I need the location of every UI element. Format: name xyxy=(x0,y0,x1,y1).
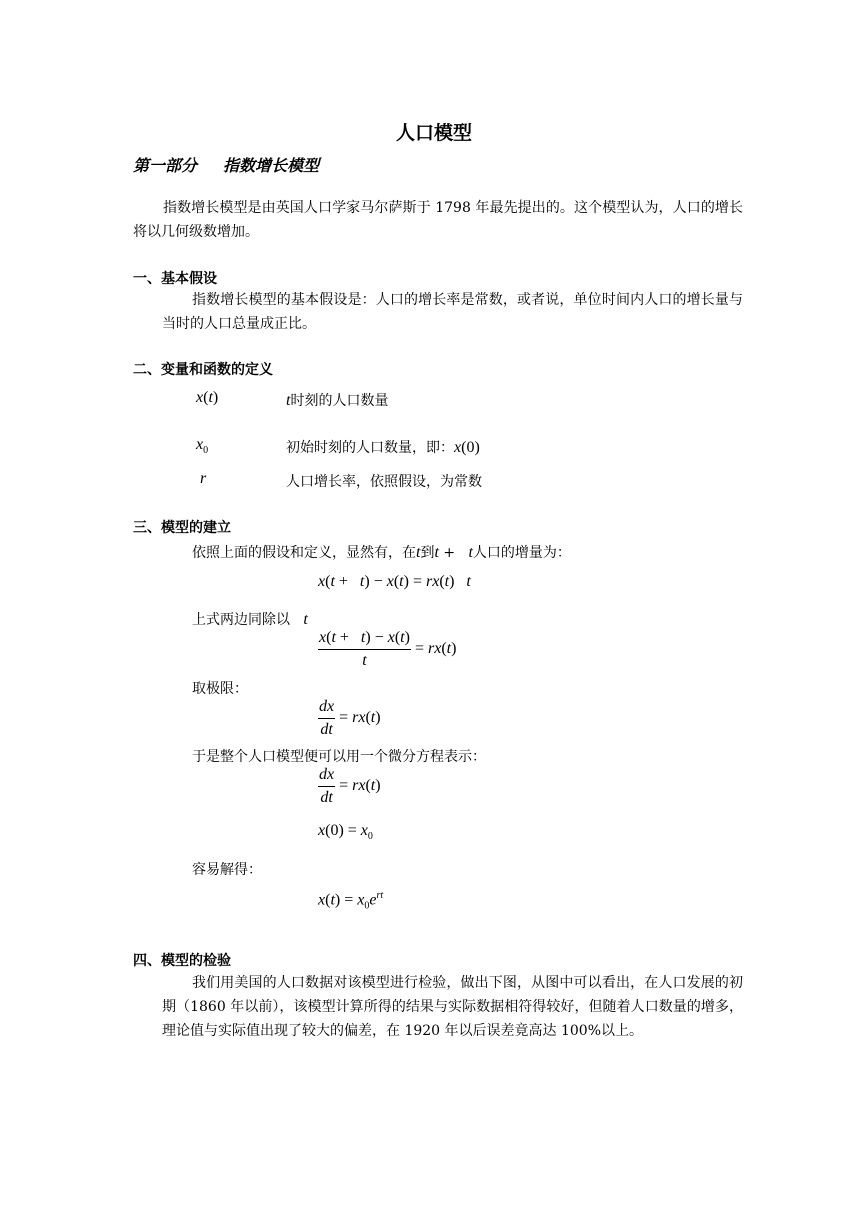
definition-x0-text: 初始时刻的人口数量，即： xyxy=(286,440,454,456)
derivative-fraction: $\frac{dx}{dt}$ xyxy=(319,698,335,738)
section-heading-assumptions: 一、基本假设 xyxy=(133,271,217,287)
definition-x-t-text: 时刻的人口数量 xyxy=(290,393,389,409)
model-text-line2: 上式两边同除以 t xyxy=(192,611,308,628)
symbol-x0: $x_0$ xyxy=(196,436,209,457)
definition-r: 人口增长率，依照假设，为常数 xyxy=(286,474,482,490)
model-text-line1-a: 依照上面的假设和定义，显然有，在 xyxy=(192,545,416,561)
symbol-x-t: x(t) xyxy=(196,389,219,406)
part-number: 第一部分 xyxy=(133,156,198,175)
model-text-line3: 取极限： xyxy=(192,681,248,697)
quotient-fraction: $\frac{x(t + t) - x(t)}{t}$ xyxy=(319,629,410,669)
symbol-r: r xyxy=(200,470,207,487)
equation-initial-condition: $x(0) = x_0$ xyxy=(318,822,373,843)
model-text-line2-text: 上式两边同除以 xyxy=(192,612,290,628)
section-heading-definitions: 二、变量和函数的定义 xyxy=(133,362,273,378)
equation-ode: $\frac{dx}{dt}$ = rx(t) xyxy=(319,766,381,806)
equation-solution: $x(t) = x_0e^{rt}$ xyxy=(318,890,384,912)
intro-paragraph: 指数增长模型是由英国人口学家马尔萨斯于 1798 年最先提出的。这个模型认为，人口的增长将以几何级数增加。 xyxy=(133,200,743,240)
part-name: 指数增长模型 xyxy=(223,156,320,175)
equation-increment: x(t + t) − x(t) = rx(t) t xyxy=(318,573,471,590)
model-text-line1: 依照上面的假设和定义，显然有，在t到t + t人口的增量为： xyxy=(192,544,571,561)
equation-derivative: $\frac{dx}{dt}$ = rx(t) xyxy=(319,698,381,738)
page-title: 人口模型 xyxy=(395,122,472,144)
model-text-line5: 容易解得： xyxy=(192,862,262,878)
model-text-line1-b: 到 xyxy=(420,545,435,561)
validation-paragraph: 我们用美国的人口数据对该模型进行检验，做出下图，从图中可以看出，在人口发展的初期（1860 年以前），该模型计算所得的结果与实际数据相符得较好，但随着人口数量的增多，理论值与实际值出现了较大的偏差，在 1920 年以后误差竟高达 100%以上。 xyxy=(162,975,743,1039)
ode-fraction: $\frac{dx}{dt}$ xyxy=(319,766,335,806)
part-heading xyxy=(133,153,319,176)
section-heading-model: 三、模型的建立 xyxy=(133,520,231,536)
equation-quotient: $\frac{x(t + t) - x(t)}{t}$ = rx(t) xyxy=(319,629,457,669)
assumption-paragraph: 指数增长模型的基本假设是：人口的增长率是常数，或者说，单位时间内人口的增长量与当时的人口总量成正比。 xyxy=(162,292,743,332)
model-text-line1-c: 人口的增量为： xyxy=(472,545,571,561)
definition-x0: 初始时刻的人口数量，即：x(0) xyxy=(286,439,480,456)
model-text-line4: 于是整个人口模型便可以用一个微分方程表示： xyxy=(192,749,486,765)
definition-x-t: t时刻的人口数量 xyxy=(286,392,389,409)
section-heading-validation: 四、模型的检验 xyxy=(133,953,231,969)
